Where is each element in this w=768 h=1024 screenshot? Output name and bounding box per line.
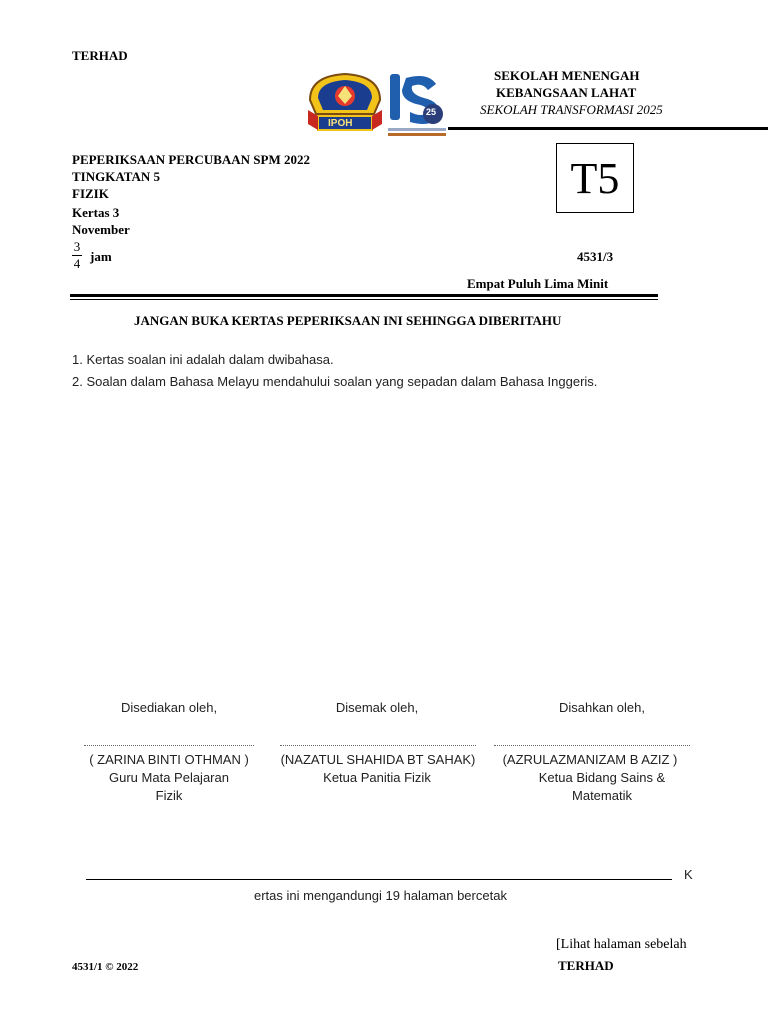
prepared-by-label: Disediakan oleh, xyxy=(120,700,218,715)
restricted-label-top: TERHAD xyxy=(72,48,128,63)
exam-title: PEPERIKSAAN PERCUBAAN SPM 2022 xyxy=(72,152,310,167)
crest-logo-text: IPOH xyxy=(328,118,353,129)
approved-by-signature-line xyxy=(494,745,690,746)
transformation-logo xyxy=(388,72,446,138)
approved-by-subject: Matematik xyxy=(572,788,632,803)
prepared-by-name: ( ZARINA BINTI OTHMAN ) xyxy=(89,752,249,767)
form-box xyxy=(556,143,634,213)
exam-rule-thin xyxy=(70,299,658,300)
reviewed-by-signature-line xyxy=(280,745,476,746)
school-crest-logo xyxy=(304,70,386,138)
approved-by-label: Disahkan oleh, xyxy=(559,700,645,715)
header-rule xyxy=(448,127,768,130)
duration-words: Empat Puluh Lima Minit xyxy=(467,276,609,291)
form-box-label: T5 xyxy=(570,153,620,203)
reviewed-by-role: Ketua Panitia Fizik xyxy=(323,770,431,785)
instruction-1: 1. Kertas soalan ini adalah dalam dwibahasa. xyxy=(72,352,334,367)
exam-form: TINGKATAN 5 xyxy=(72,169,160,184)
reviewed-by-name: (NAZATUL SHAHIDA BT SAHAK) xyxy=(280,752,476,767)
duration-unit: jam xyxy=(90,249,112,264)
prepared-by-subject: Fizik xyxy=(155,788,183,803)
approved-by-role: Ketua Bidang Sains & xyxy=(538,770,666,785)
exam-rule-thick xyxy=(70,294,658,297)
duration-fraction xyxy=(72,240,82,271)
approved-by-name: (AZRULAZMANIZAM B AZIZ ) xyxy=(502,752,678,767)
exam-subject: FIZIK xyxy=(72,186,109,201)
footer-rule xyxy=(86,879,672,880)
exam-month: November xyxy=(72,222,130,237)
instruction-2: 2. Soalan dalam Bahasa Melayu mendahului soalan yang sepadan dalam Bahasa Inggeris. xyxy=(72,374,598,389)
paper-code: 4531/3 xyxy=(577,249,614,264)
next-page-note: [Lihat halaman sebelah xyxy=(556,937,687,952)
reviewed-by-label: Disemak oleh, xyxy=(335,700,419,715)
warning-text: JANGAN BUKA KERTAS PEPERIKSAAN INI SEHINGGA DIBERITAHU xyxy=(134,313,562,328)
restricted-label-bottom: TERHAD xyxy=(558,958,614,973)
school-name-line1: SEKOLAH MENENGAH xyxy=(494,68,640,83)
duration-numerator: 3 xyxy=(73,239,81,254)
paper-code-copyright: 4531/1 © 2022 xyxy=(72,961,139,973)
page-count-note: ertas ini mengandungi 19 halaman bercetak xyxy=(254,888,507,903)
school-name-line2: KEBANGSAAN LAHAT xyxy=(496,85,637,100)
duration-denominator: 4 xyxy=(73,256,81,271)
exam-paper: Kertas 3 xyxy=(72,205,120,220)
prepared-by-signature-line xyxy=(84,745,254,746)
footer-k-letter: K xyxy=(684,867,693,882)
prepared-by-role: Guru Mata Pelajaran xyxy=(109,770,229,785)
school-tagline: SEKOLAH TRANSFORMASI 2025 xyxy=(480,102,663,117)
transformation-logo-number: 25 xyxy=(426,107,437,117)
